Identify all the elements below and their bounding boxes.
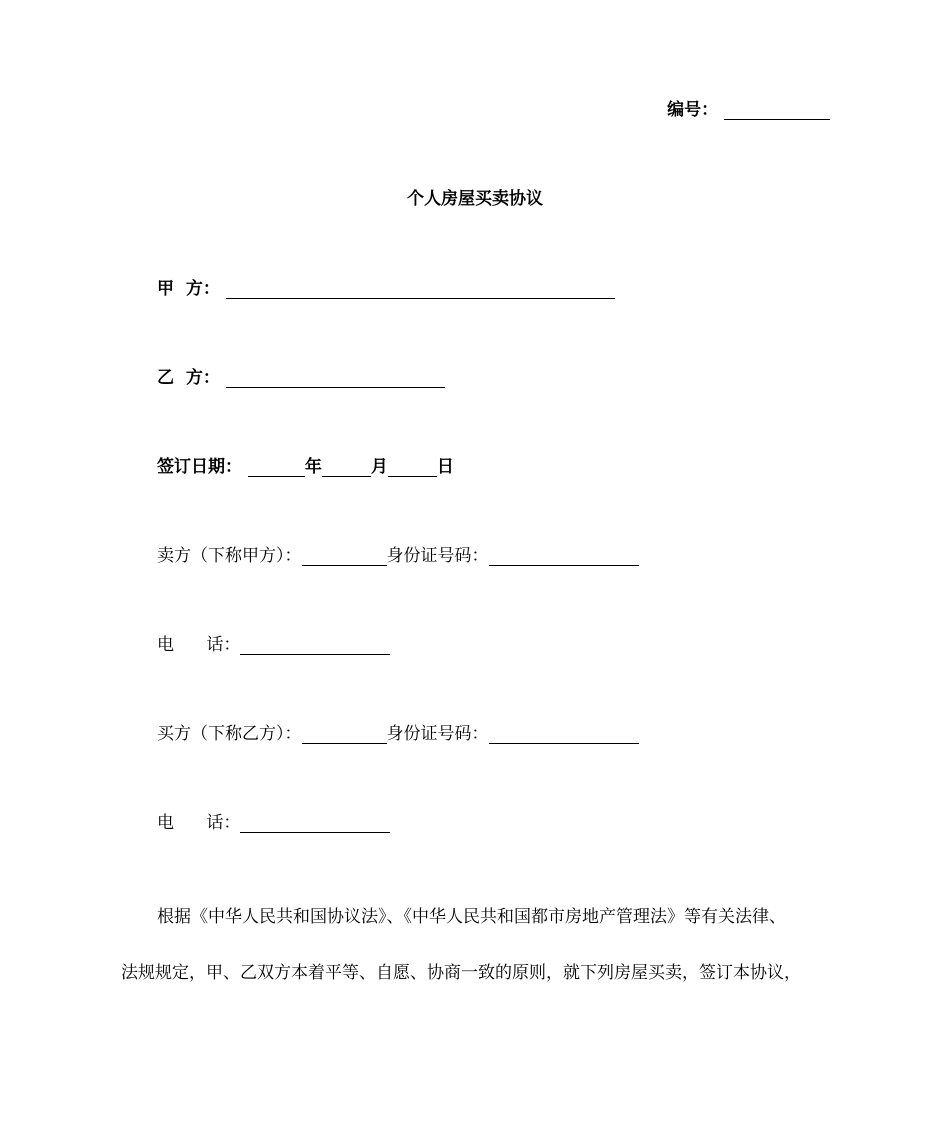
party-b-label: 乙 方：	[157, 368, 220, 388]
body-paragraph-line-2: 法规规定，甲、乙双方本着平等、自愿、协商一致的原则，就下列房屋买卖，签订本协议，	[121, 963, 801, 983]
document-number	[667, 100, 830, 120]
buyer-phone-blank[interactable]	[240, 814, 390, 833]
month-label: 月	[370, 457, 388, 477]
party-b-blank[interactable]	[226, 369, 445, 388]
party-a-line	[157, 279, 615, 299]
year-blank[interactable]	[248, 458, 305, 477]
document-number-blank[interactable]	[724, 101, 830, 120]
party-a-blank[interactable]	[226, 280, 615, 299]
signing-date-line	[157, 457, 454, 477]
seller-id-label: 身份证号码：	[386, 546, 489, 566]
seller-label: 卖方（下称甲方）：	[157, 546, 302, 566]
document-number-label: 编号：	[667, 100, 719, 120]
seller-phone-blank[interactable]	[240, 636, 390, 655]
buyer-label: 买方（下称乙方）：	[157, 724, 302, 744]
buyer-phone-line	[157, 813, 390, 833]
signing-date-label: 签订日期：	[157, 457, 242, 477]
seller-phone-line	[157, 635, 390, 655]
month-blank[interactable]	[322, 458, 371, 477]
buyer-id-blank[interactable]	[489, 725, 639, 744]
document-title: 个人房屋买卖协议	[407, 189, 543, 209]
seller-id-blank[interactable]	[489, 547, 639, 566]
party-b-line	[157, 368, 445, 388]
party-a-label: 甲 方：	[157, 279, 220, 299]
year-label: 年	[304, 457, 322, 477]
seller-phone-label: 电 话：	[157, 635, 241, 655]
seller-name-blank[interactable]	[302, 547, 387, 566]
buyer-phone-label: 电 话：	[157, 813, 241, 833]
body-paragraph-line-1: 根据《中华人民共和国协议法》、《中华人民共和国都市房地产管理法》等有关法律、	[157, 907, 786, 927]
seller-line	[157, 546, 639, 566]
buyer-name-blank[interactable]	[302, 725, 387, 744]
day-label: 日	[436, 457, 454, 477]
day-blank[interactable]	[388, 458, 437, 477]
buyer-id-label: 身份证号码：	[386, 724, 489, 744]
buyer-line	[157, 724, 639, 744]
